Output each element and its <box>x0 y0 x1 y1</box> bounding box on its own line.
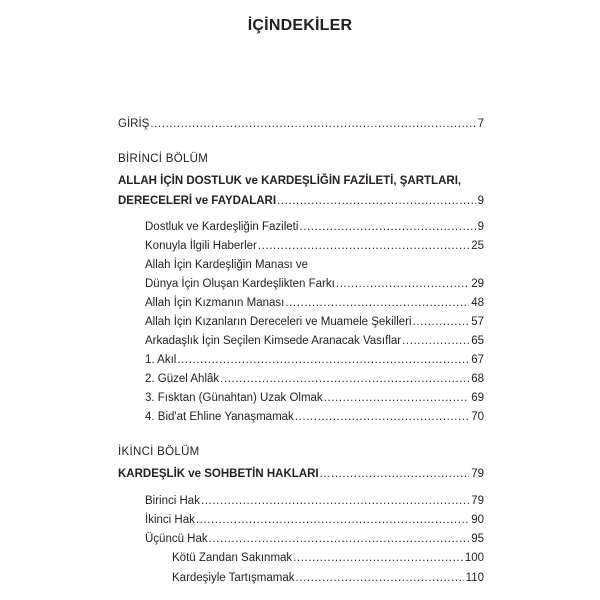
toc-entry-label: 4. Bid'at Ehline Yanaşmamak <box>145 411 294 423</box>
chapter-heading-part2[interactable] <box>118 466 484 482</box>
toc-entry-intro[interactable] <box>118 116 484 132</box>
toc-entry-label: 2. Güzel Ahlâk <box>145 373 220 385</box>
leader-dots <box>336 276 469 292</box>
toc-entry-page: 90 <box>471 514 484 526</box>
toc-entry-label: Konuyla İlgili Haberler <box>145 240 257 252</box>
toc-entry[interactable] <box>145 314 484 330</box>
toc-entry[interactable] <box>145 409 484 425</box>
toc-entry[interactable] <box>145 333 484 349</box>
toc-entry[interactable] <box>145 512 484 528</box>
toc-entry[interactable] <box>145 276 484 292</box>
toc-entry-page: 70 <box>471 411 484 423</box>
leader-dots <box>293 550 463 566</box>
leader-dots <box>320 466 470 482</box>
leader-dots <box>209 531 470 547</box>
toc-entry[interactable] <box>145 295 484 311</box>
leader-dots <box>296 570 464 586</box>
toc-entry[interactable] <box>145 352 484 368</box>
toc-entry[interactable] <box>145 390 484 406</box>
toc-entry-page: 9 <box>477 195 484 207</box>
toc-entry-label: Dostluk ve Kardeşliğin Fazileti <box>145 221 299 233</box>
page-title: İÇİNDEKİLER <box>247 17 353 34</box>
section-label-part2: İKİNCİ BÖLÜM <box>118 446 200 458</box>
toc-entry-label: DERECELERİ ve FAYDALARI <box>118 195 277 207</box>
toc-entry-label: 3. Fısktan (Günahtan) Uzak Olmak <box>145 392 323 404</box>
toc-entry-label: Allah İçin Kızanların Dereceleri ve Muamele Şekilleri <box>145 316 412 328</box>
toc-entry-label: 1. Akıl <box>145 354 177 366</box>
toc-entry-page: 65 <box>471 335 484 347</box>
toc-entry-label: İkinci Hak <box>145 514 195 526</box>
toc-entry-label: Üçüncü Hak <box>145 533 208 545</box>
leader-dots <box>324 390 470 406</box>
toc-entry[interactable] <box>145 371 484 387</box>
toc-entry-label: Kardeşiyle Tartışmamak <box>172 572 295 584</box>
toc-entry-page: 79 <box>471 495 484 507</box>
toc-entry-label: Allah İçin Kızmanın Manası <box>145 297 285 309</box>
toc-entry-label: KARDEŞLİK ve SOHBETİN HAKLARI <box>118 468 319 480</box>
toc-entry-page: 29 <box>471 278 484 290</box>
toc-entry-page: 69 <box>471 392 484 404</box>
toc-entry[interactable] <box>145 219 484 235</box>
toc-subentry[interactable] <box>172 570 484 586</box>
leader-dots <box>299 219 475 235</box>
toc-entry-label: Birinci Hak <box>145 495 200 507</box>
leader-dots <box>413 314 470 330</box>
leader-dots <box>285 295 469 311</box>
toc-entry-page: 110 <box>465 572 484 584</box>
leader-dots <box>196 512 469 528</box>
toc-entry-label: Dünya İçin Oluşan Kardeşlikten Farkı <box>145 278 335 290</box>
leader-dots <box>177 352 469 368</box>
toc-entry-label: Kötü Zandan Sakınmak <box>172 552 293 564</box>
leader-dots <box>277 193 476 209</box>
leader-dots <box>295 409 469 425</box>
toc-entry-page: 25 <box>471 240 484 252</box>
toc-entry-page: 9 <box>477 221 484 233</box>
toc-subentry[interactable] <box>172 550 484 566</box>
toc-entry-page: 79 <box>471 468 484 480</box>
toc-entry-line1[interactable]: Allah İçin Kardeşliğin Manası ve <box>145 259 308 271</box>
leader-dots <box>258 238 469 254</box>
toc-entry-page: 100 <box>464 552 484 564</box>
leader-dots <box>220 371 469 387</box>
toc-entry[interactable] <box>145 238 484 254</box>
toc-entry-page: 68 <box>471 373 484 385</box>
toc-entry-page: 48 <box>471 297 484 309</box>
toc-entry[interactable] <box>145 493 484 509</box>
section-label-part1: BİRİNCİ BÖLÜM <box>118 153 209 165</box>
toc-entry-page: 95 <box>471 533 484 545</box>
chapter-heading-part1-line1[interactable]: ALLAH İÇİN DOSTLUK ve KARDEŞLİĞİN FAZİLETİ, ŞARTLARI, <box>118 175 462 187</box>
toc-entry[interactable] <box>145 531 484 547</box>
chapter-heading-part1[interactable] <box>118 193 484 209</box>
toc-entry-label: Arkadaşlık İçin Seçilen Kimsede Aranacak Vasıflar <box>145 335 402 347</box>
leader-dots <box>201 493 469 509</box>
toc-entry-page: 67 <box>471 354 484 366</box>
leader-dots <box>402 333 469 349</box>
toc-entry-label: GİRİŞ <box>118 118 150 130</box>
toc-entry-page: 7 <box>477 118 484 130</box>
leader-dots <box>150 116 475 132</box>
toc-entry-page: 57 <box>471 316 484 328</box>
